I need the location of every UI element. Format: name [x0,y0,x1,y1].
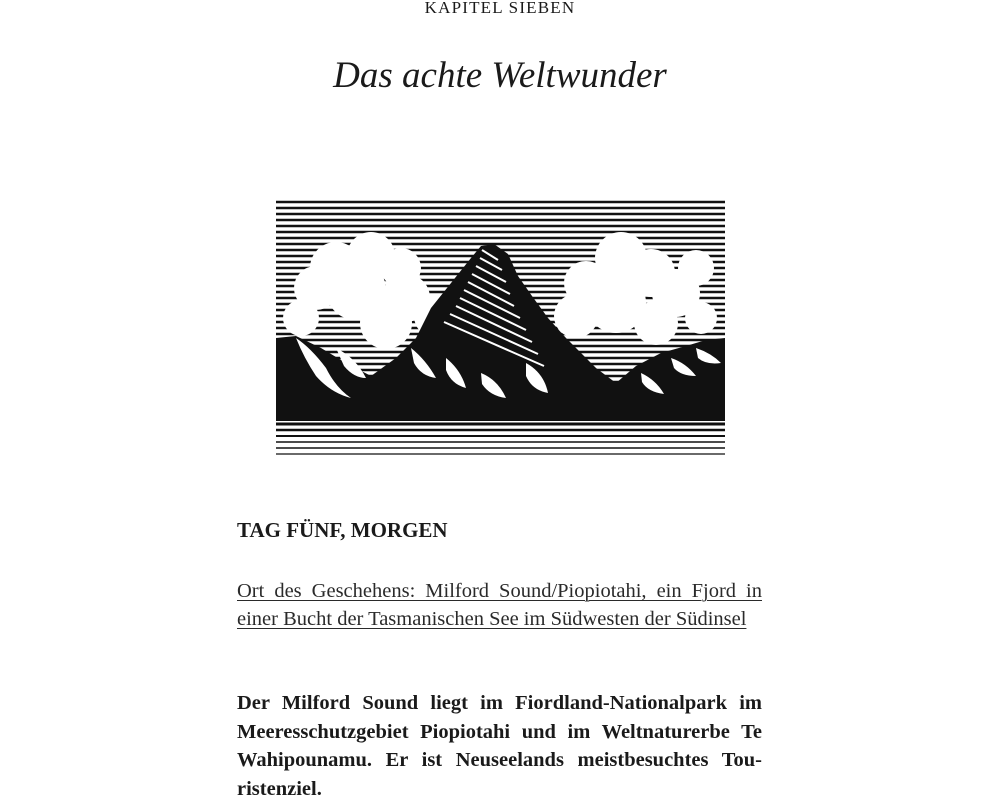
mountain-fjord-woodcut-icon [276,198,725,457]
section-heading: TAG FÜNF, MORGEN [237,518,448,542]
setting-description: Ort des Geschehens: Milford Sound/Piopiotahi, ein Fjord in einer Bucht der Tasmanischen See im Südwesten der Südinsel [237,580,762,630]
chapter-title: Das achte Weltwunder [333,55,667,96]
intro-paragraph: Der Milford Sound liegt im Fiordland-Nationalpark im Meeresschutzgebiet Piopiotahi und im Weltnaturerbe Te Wahipounamu. Er ist Neuseelands meistbesuchtes Touristenziel. [237,692,762,800]
chapter-label: KAPITEL SIEBEN [424,0,576,17]
